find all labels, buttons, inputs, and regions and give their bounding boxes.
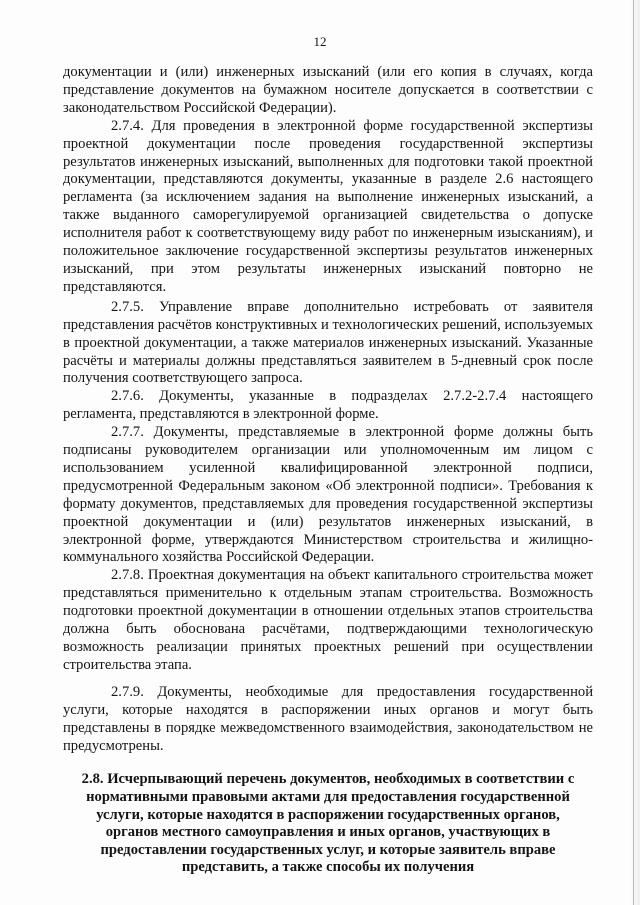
- spacer: [63, 675, 593, 684]
- paragraph-2-7-6: 2.7.6. Документы, указанные в подразделах 2.7.2-2.7.4 настоящего регламента, представляются в электронной форме.: [63, 388, 593, 423]
- paragraph-2-7-9: 2.7.9. Документы, необходимые для предоставления государственной услуги, которые находятся в распоряжении иных органов и могут быть представлены в порядке межведомственного взаимодействия, законодательством не предусмотрены.: [63, 683, 593, 754]
- scan-edge: [633, 0, 634, 905]
- scan-shadow: [630, 0, 640, 905]
- section-heading-2-8: 2.8. Исчерпывающий перечень документов, необходимых в соответствии с нормативными правовыми актами для предоставления государственной услуги, которые находятся в распоряжении государственных органов, органов местного самоуправления и иных органов, участвующих в предоставлении государственных услуг, и которые заявитель вправе представить, а также способы их получения: [81, 771, 575, 876]
- paragraph-2-7-5: 2.7.5. Управление вправе дополнительно истребовать от заявителя представления расчётов конструктивных и технологических решений, используемых в проектной документации, а также материалов инженерных изысканий. Указанные расчёты и материалы должны представляться заявителем в 5-дневный срок после получения соответствующего запроса.: [63, 298, 593, 387]
- paragraph-2-7-4: 2.7.4. Для проведения в электронной форме государственной экспертизы проектной документации после проведения государственной экспертизы результатов инженерных изысканий, выполненных для подготовки такой проектной документации, представляются документы, указанные в разделе 2.6 настоящего регламента (за исключением задания на выполнение инженерных изысканий, а также выданного саморегулируемой организацией свидетельства о допуске исполнителя работ к соответствующему виду работ по инженерным изысканиям), и положительное заключение государственной экспертизы результатов инженерных изысканий, при этом результаты инженерных изысканий повторно не представляются.: [63, 117, 593, 295]
- document-body: [63, 64, 593, 877]
- paragraph-2-7-8: 2.7.8. Проектная документация на объект капитального строительства может представляться применительно к отдельным этапам строительства. Возможность подготовки проектной документации в отношении отдельных этапов строительства должна быть обоснована расчётами, подтверждающими технологическую возможность реализации принятых проектных решений при осуществлении строительства этапа.: [63, 567, 593, 673]
- paragraph-2-7-7: 2.7.7. Документы, представляемые в электронной форме должны быть подписаны руководителем организации или уполномоченным им лицом с использованием усиленной квалифицированной электронной подписи, предусмотренной Федеральным законом «Об электронной подписи». Требования к формату документов, представляемых для проведения государственной экспертизы проектной документации и (или) результатов инженерных изысканий, в электронной форме, утверждаются Министерством строительства и жилищно- коммунального хозяйства Российской Федерации.: [63, 424, 593, 566]
- paragraph-continuation: документации и (или) инженерных изысканий (или его копия в случаях, когда представление документов на бумажном носителе допускается в соответствии с законодательством Российской Федерации).: [63, 64, 593, 116]
- page-number: 12: [313, 34, 327, 49]
